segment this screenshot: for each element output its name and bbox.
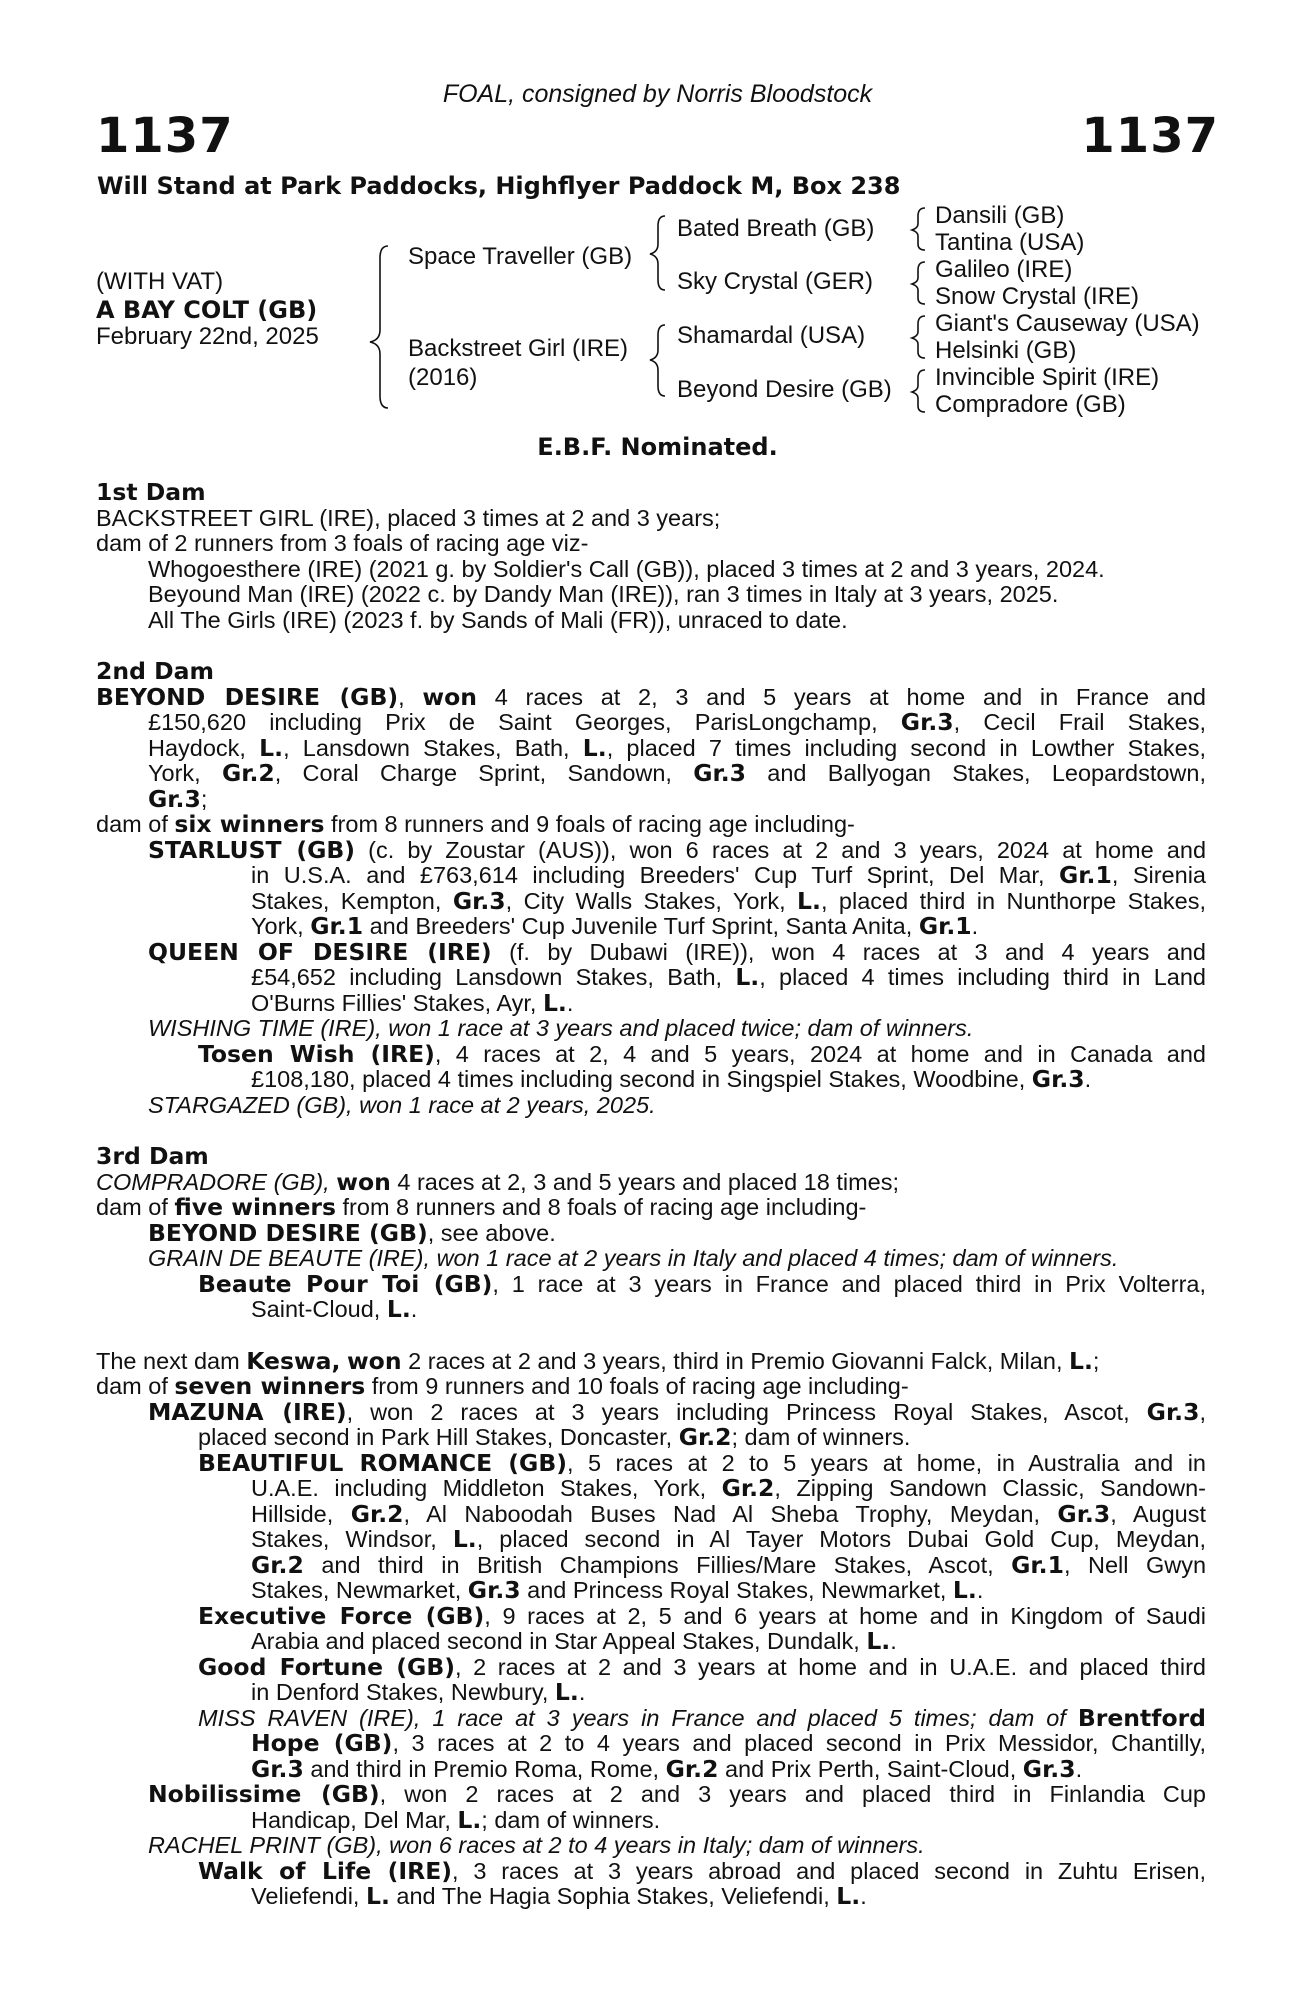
progeny-tosen-wish: Tosen Wish (IRE), 4 races at 2, 4 and 5 years, 2024 at home and in Canada and <box>198 1039 1206 1068</box>
first-dam-line: dam of 2 runners from 3 foals of racing age viz- <box>96 530 589 556</box>
second-dam-damof: dam of six winners from 8 runners and 9 foals of racing age including- <box>96 810 855 838</box>
progeny-miss-raven: Hope (GB), 3 races at 2 to 4 years and placed second in Prix Messidor, Chantilly, <box>251 1729 1207 1757</box>
second-dam-heading: 2nd Dam <box>96 657 214 685</box>
progeny-miss-raven: Gr.3 and third in Premio Roma, Rome, Gr.2 and Prix Perth, Saint-Cloud, Gr.3. <box>251 1754 1083 1783</box>
second-dam-line: BEYOND DESIRE (GB), won 4 races at 2, 3 and 5 years at home and in France and <box>96 682 1206 711</box>
progeny-queen-of-desire: QUEEN OF DESIRE (IRE) (f. by Dubawi (IRE)), won 4 races at 3 and 4 years and <box>148 937 1206 966</box>
progeny-walk-of-life: Veliefendi, L. and The Hagia Sophia Stakes, Veliefendi, L.. <box>251 1882 867 1910</box>
progeny-mazuna: MAZUNA (IRE), won 2 races at 3 years including Princess Royal Stakes, Ascot, Gr.3, <box>148 1397 1206 1426</box>
pedigree-brackets <box>0 0 1315 420</box>
progeny-good-fortune: in Denford Stakes, Newbury, L.. <box>251 1678 586 1706</box>
progeny-starlust: Stakes, Kempton, Gr.3, City Walls Stakes, York, L., placed third in Nunthorpe Stakes, <box>251 886 1207 915</box>
sire-dam: Sky Crystal (GER) <box>677 268 874 295</box>
stand-location: Will Stand at Park Paddocks, Highflyer Paddock M, Box 238 <box>97 172 901 200</box>
sire-dam-sire: Galileo (IRE) <box>935 256 1073 283</box>
first-dam-progeny: Whogoesthere (IRE) (2021 g. by Soldier's Call (GB)), placed 3 times at 2 and 3 years, 2024. <box>148 555 1105 582</box>
dam-dam-sire: Invincible Spirit (IRE) <box>935 364 1160 391</box>
progeny-starlust: York, Gr.1 and Breeders' Cup Juvenile Turf Sprint, Santa Anita, Gr.1. <box>251 912 979 940</box>
dam-sire: Shamardal (USA) <box>677 322 866 349</box>
progeny-beautiful-romance: BEAUTIFUL ROMANCE (GB), 5 races at 2 to 5 years at home, in Australia and in <box>198 1448 1206 1477</box>
progeny-beautiful-romance: Hillside, Gr.2, Al Naboodah Buses Nad Al Sheba Trophy, Meydan, Gr.3, August <box>251 1499 1207 1528</box>
progeny-beaute-pour-toi: Saint-Cloud, L.. <box>251 1295 418 1323</box>
dam-sire-sire: Giant's Causeway (USA) <box>935 310 1200 337</box>
third-dam-line: COMPRADORE (GB), won 4 races at 2, 3 and 5 years and placed 18 times; <box>96 1167 900 1196</box>
next-dam-damof: dam of seven winners from 9 runners and 10 foals of racing age including- <box>96 1372 909 1400</box>
progeny-mazuna: placed second in Park Hill Stakes, Doncaster, Gr.2; dam of winners. <box>198 1423 911 1451</box>
dam-dam-dam: Compradore (GB) <box>935 391 1126 418</box>
progeny-nobilissime: Nobilissime (GB), won 2 races at 2 and 3 years and placed third in Finlandia Cup <box>148 1780 1206 1808</box>
progeny-beaute-pour-toi: Beaute Pour Toi (GB), 1 race at 3 years in France and placed third in Prix Volterra, <box>198 1269 1206 1298</box>
second-dam-line: York, Gr.2, Coral Charge Sprint, Sandown, Gr.3 and Ballyogan Stakes, Leopardstown, <box>148 759 1206 787</box>
second-dam-line: Haydock, L., Lansdown Stakes, Bath, L., placed 7 times including second in Lowther Stakes, <box>148 733 1207 762</box>
progeny-beyond-desire: BEYOND DESIRE (GB), see above. <box>148 1218 556 1247</box>
progeny-grain-de-beaute: GRAIN DE BEAUTE (IRE), won 1 race at 2 years in Italy and placed 4 times; dam of winners. <box>148 1245 1119 1271</box>
catalogue-body <box>96 480 1206 1910</box>
dam-sire-dam: Helsinki (GB) <box>935 337 1077 364</box>
progeny-nobilissime: Handicap, Del Mar, L.; dam of winners. <box>251 1805 661 1834</box>
sire: Space Traveller (GB) <box>408 243 633 270</box>
lot-number-left: 1137 <box>96 108 234 164</box>
dam-year: (2016) <box>408 364 478 391</box>
progeny-tosen-wish: £108,180, placed 4 times including second in Singspiel Stakes, Woodbine, Gr.3. <box>251 1065 1092 1093</box>
progeny-executive-force: Executive Force (GB), 9 races at 2, 5 and 6 years at home and in Kingdom of Saudi <box>198 1601 1207 1630</box>
foaling-date: February 22nd, 2025 <box>96 323 319 350</box>
progeny-good-fortune: Good Fortune (GB), 2 races at 2 and 3 years at home and in U.A.E. and placed third <box>198 1652 1206 1681</box>
dam-dam: Beyond Desire (GB) <box>677 376 892 403</box>
progeny-miss-raven: MISS RAVEN (IRE), 1 race at 3 years in France and placed 5 times; dam of Brentford <box>198 1703 1206 1732</box>
consignment-line: FOAL, consigned by Norris Bloodstock <box>442 80 873 108</box>
third-dam-heading: 3rd Dam <box>96 1142 209 1170</box>
dam: Backstreet Girl (IRE) <box>408 335 629 362</box>
first-dam-heading: 1st Dam <box>96 478 206 506</box>
first-dam-line: BACKSTREET GIRL (IRE), placed 3 times at 2 and 3 years; <box>96 504 721 531</box>
progeny-rachel-print: RACHEL PRINT (GB), won 6 races at 2 to 4 years in Italy; dam of winners. <box>148 1832 925 1858</box>
progeny-beautiful-romance: Stakes, Windsor, L., placed second in Al Tayer Motors Dubai Gold Cup, Meydan, <box>251 1525 1206 1553</box>
vat-note: (WITH VAT) <box>96 268 224 295</box>
third-dam-damof: dam of five winners from 8 runners and 8 foals of racing age including- <box>96 1193 867 1221</box>
sire-sire-sire: Dansili (GB) <box>935 202 1065 229</box>
progeny-executive-force: Arabia and placed second in Star Appeal Stakes, Dundalk, L.. <box>251 1627 897 1655</box>
ebf-nominated: E.B.F. Nominated. <box>537 433 778 461</box>
progeny-starlust: STARLUST (GB) (c. by Zoustar (AUS)), won 6 races at 2 and 3 years, 2024 at home and <box>148 835 1207 864</box>
second-dam-line: £150,620 including Prix de Saint Georges, ParisLongchamp, Gr.3, Cecil Frail Stakes, <box>148 708 1206 736</box>
progeny-walk-of-life: Walk of Life (IRE), 3 races at 3 years abroad and placed second in Zuhtu Erisen, <box>198 1856 1206 1885</box>
progeny-beautiful-romance: Gr.2 and third in British Champions Fillies/Mare Stakes, Ascot, Gr.1, Nell Gwyn <box>251 1550 1207 1579</box>
next-dam-line: The next dam Keswa, won 2 races at 2 and 3 years, third in Premio Giovanni Falck, Milan, L.; <box>96 1346 1100 1375</box>
first-dam-progeny: All The Girls (IRE) (2023 f. by Sands of Mali (FR)), unraced to date. <box>148 606 848 633</box>
lot-number-right: 1137 <box>1081 108 1219 164</box>
first-dam-progeny: Beyound Man (IRE) (2022 c. by Dandy Man (IRE)), ran 3 times in Italy at 3 years, 2025. <box>148 581 1059 607</box>
progeny-queen-of-desire: O'Burns Fillies' Stakes, Ayr, L.. <box>251 988 574 1017</box>
sire-dam-dam: Snow Crystal (IRE) <box>935 283 1140 310</box>
progeny-starlust: in U.S.A. and £763,614 including Breeders' Cup Turf Sprint, Del Mar, Gr.1, Sirenia <box>251 861 1206 889</box>
progeny-wishing-time: WISHING TIME (IRE), won 1 race at 3 years and placed twice; dam of winners. <box>148 1015 974 1041</box>
sire-sire-dam: Tantina (USA) <box>935 229 1085 256</box>
progeny-beautiful-romance: Stakes, Newmarket, Gr.3 and Princess Royal Stakes, Newmarket, L.. <box>251 1576 984 1604</box>
progeny-stargazed: STARGAZED (GB), won 1 race at 2 years, 2025. <box>148 1091 656 1118</box>
second-dam-line: Gr.3; <box>148 784 208 813</box>
progeny-queen-of-desire: £54,652 including Lansdown Stakes, Bath, L., placed 4 times including third in Land <box>251 963 1206 991</box>
progeny-beautiful-romance: U.A.E. including Middleton Stakes, York, Gr.2, Zipping Sandown Classic, Sandown- <box>251 1474 1206 1502</box>
sire-sire: Bated Breath (GB) <box>677 215 875 242</box>
colt-title: A BAY COLT (GB) <box>96 296 318 324</box>
